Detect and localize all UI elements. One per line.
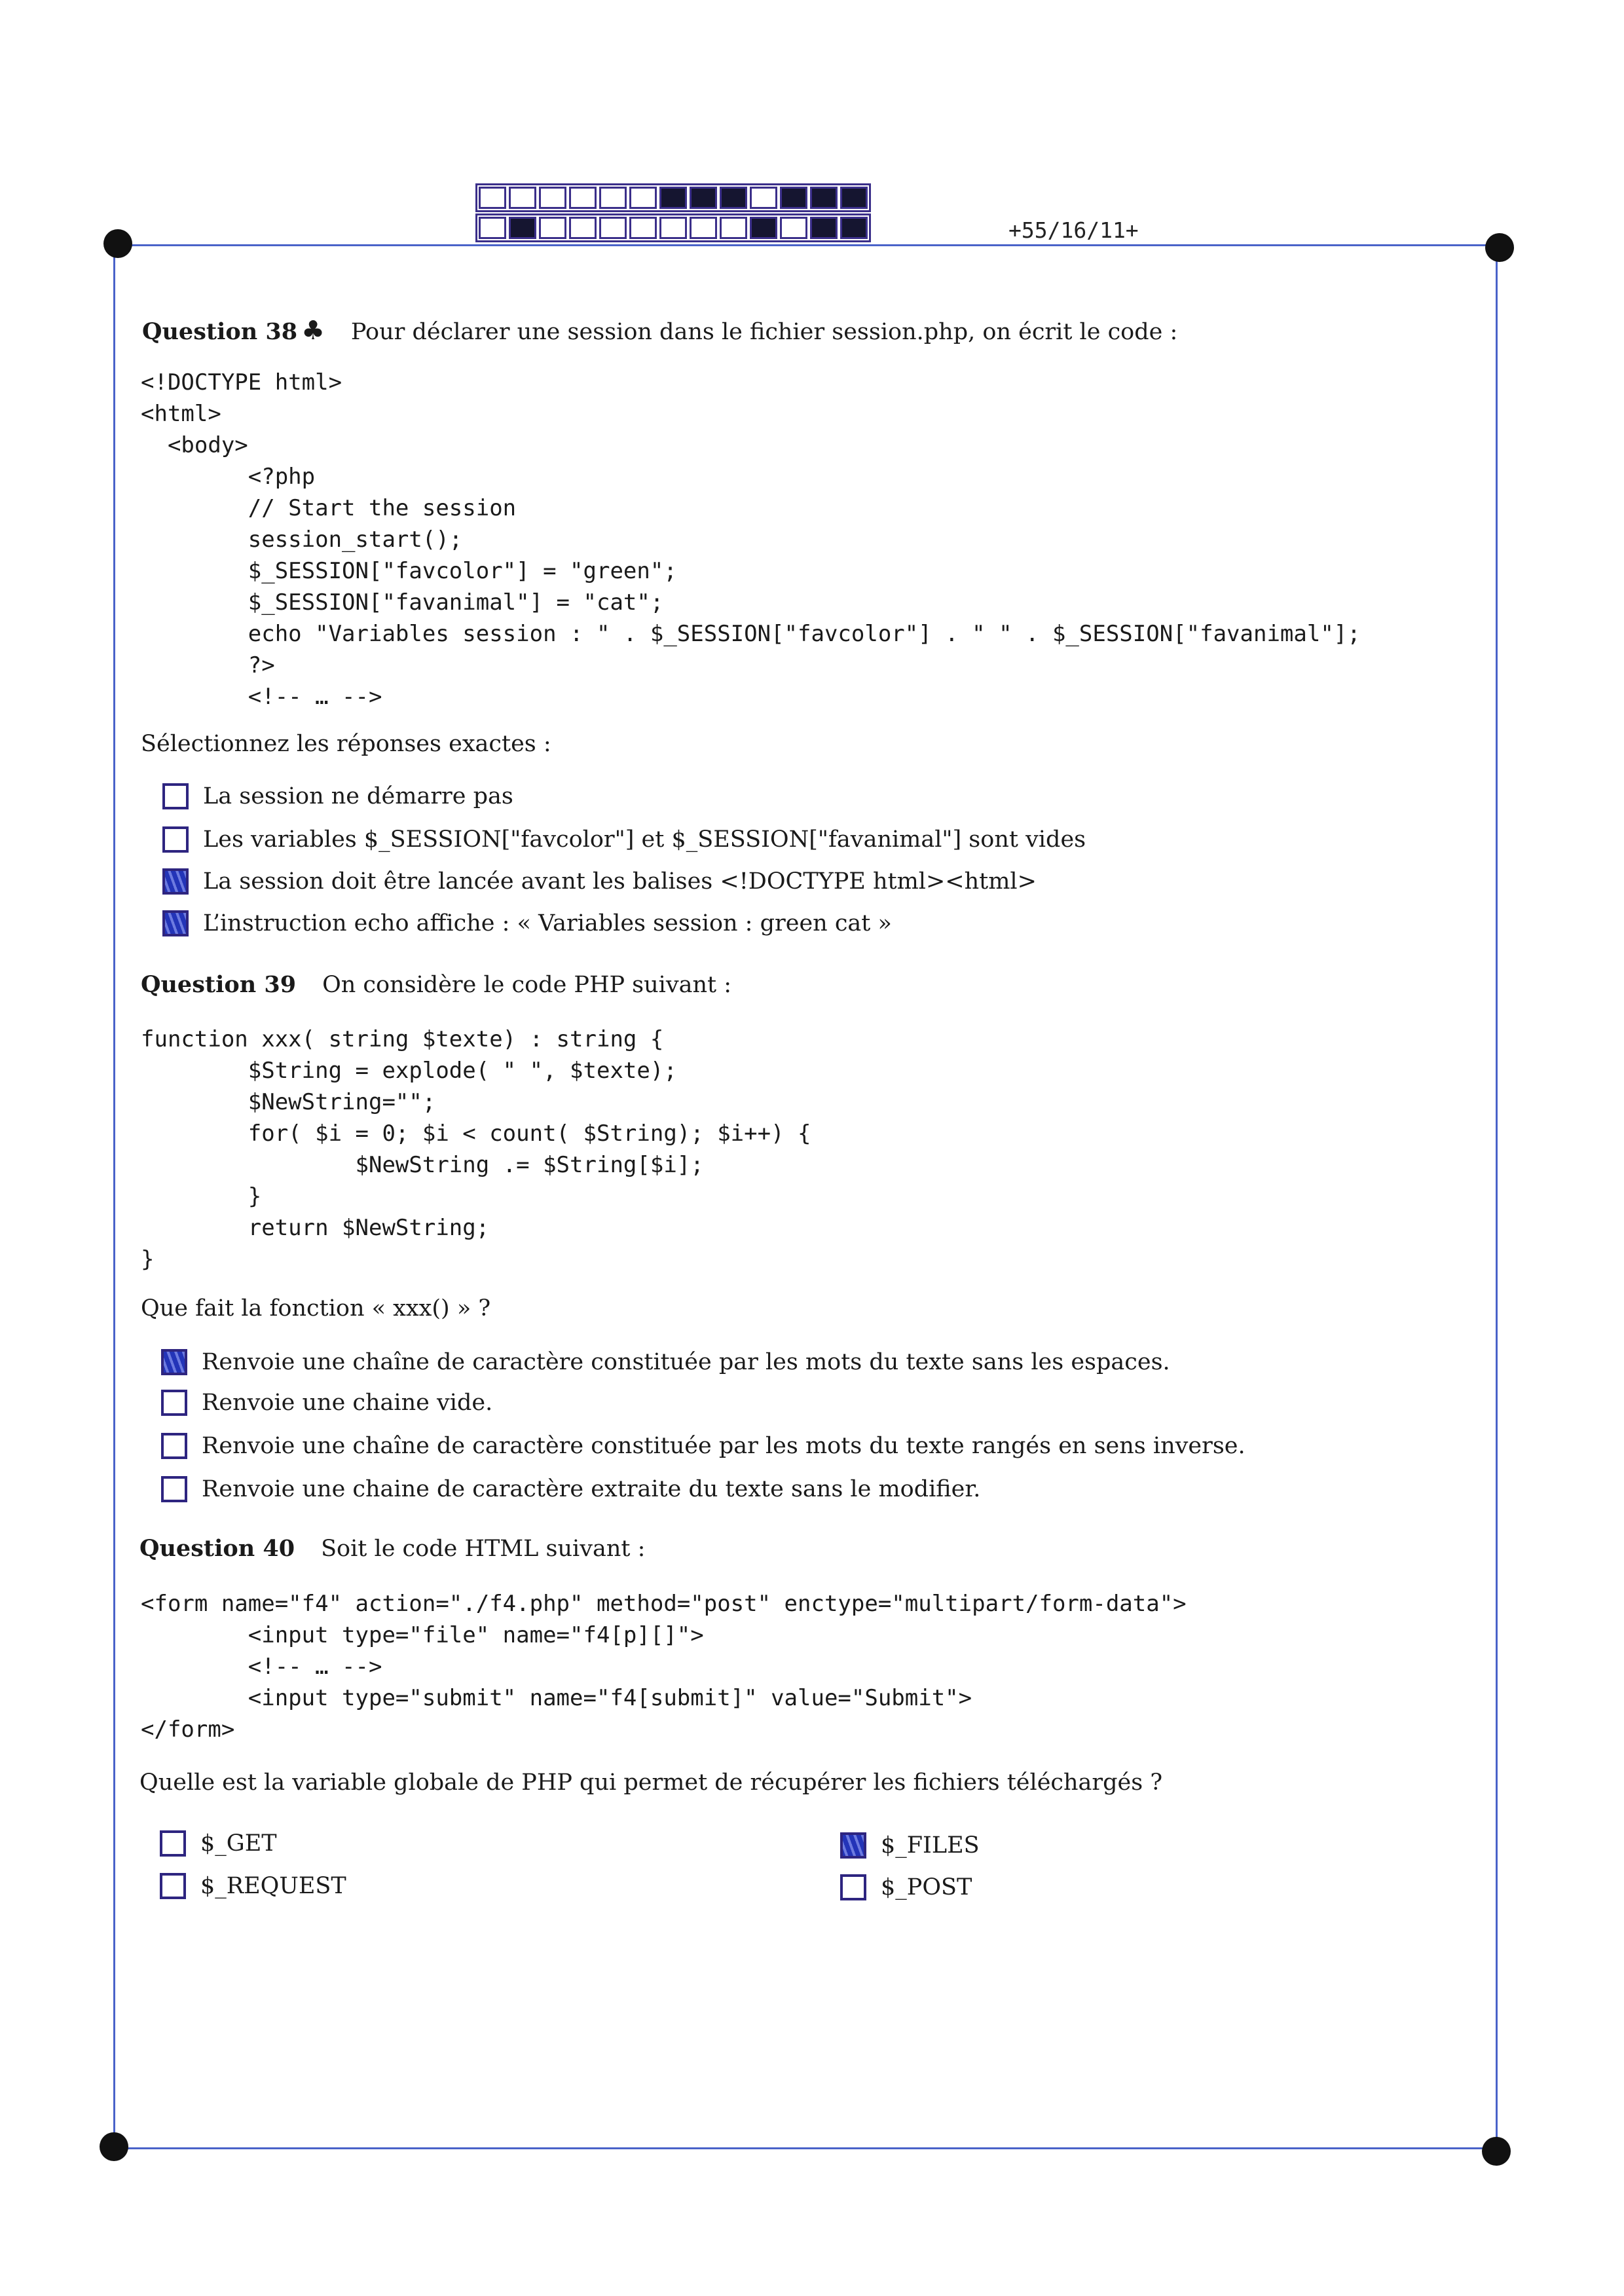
answer-choice[interactable] xyxy=(161,1476,980,1502)
answer-label: Les variables $_SESSION["favcolor"] et $_SESSION["favanimal"] sont vides xyxy=(203,826,1086,853)
answer-label: $_POST xyxy=(881,1874,972,1900)
frame-right-line xyxy=(1496,246,1498,2148)
code-line: <input type="file" name="f4[p][]"> xyxy=(141,1622,704,1648)
answer-label: $_GET xyxy=(200,1830,277,1857)
code-line: </form> xyxy=(141,1716,235,1743)
barcode-cell xyxy=(750,187,777,209)
question-38-header xyxy=(142,316,1177,346)
answer-choice[interactable] xyxy=(840,1874,972,1900)
code-line: <!-- … --> xyxy=(141,1654,382,1680)
code-line: } xyxy=(141,1246,155,1272)
code-line: $String = explode( " ", $texte); xyxy=(141,1058,677,1084)
checkbox-icon[interactable] xyxy=(161,1349,187,1375)
question-40-number: Question 40 xyxy=(139,1535,295,1562)
code-line: session_start(); xyxy=(141,527,463,553)
answer-label: $_REQUEST xyxy=(200,1873,346,1899)
question-40-prompt: Quelle est la variable globale de PHP qui permet de récupérer les fichiers téléchargés ? xyxy=(139,1769,1163,1796)
barcode-cell xyxy=(509,187,536,209)
registration-mark-top-right xyxy=(1485,233,1514,262)
answer-choice[interactable] xyxy=(160,1830,277,1857)
barcode-cell xyxy=(539,187,566,209)
answer-label: $_FILES xyxy=(881,1832,980,1859)
barcode-cell xyxy=(629,187,657,209)
checkbox-icon[interactable] xyxy=(160,1873,186,1899)
question-38-prompt: Sélectionnez les réponses exactes : xyxy=(141,731,551,757)
code-line: <body> xyxy=(141,432,248,458)
barcode-cell xyxy=(810,217,838,239)
checkbox-icon[interactable] xyxy=(161,1390,187,1416)
checkbox-icon[interactable] xyxy=(840,1874,866,1900)
frame-left-line xyxy=(113,246,115,2148)
answer-label: Renvoie une chaine de caractère extraite du texte sans le modifier. xyxy=(202,1476,981,1502)
code-line: ?> xyxy=(141,652,275,678)
barcode-cell xyxy=(750,217,777,239)
question-39-prompt: Que fait la fonction « xxx() » ? xyxy=(141,1295,491,1322)
checkbox-icon[interactable] xyxy=(840,1832,866,1859)
question-38-text: Pour déclarer une session dans le fichier session.php, on écrit le code : xyxy=(350,319,1178,345)
barcode-cell xyxy=(509,217,536,239)
code-line: <!-- … --> xyxy=(141,684,382,710)
checkbox-icon[interactable] xyxy=(160,1830,186,1857)
code-line: $_SESSION["favanimal"] = "cat"; xyxy=(141,589,664,616)
barcode-cell xyxy=(780,217,807,239)
code-line: <!DOCTYPE html> xyxy=(141,369,342,396)
answer-choice[interactable] xyxy=(161,1433,1246,1459)
question-39-number: Question 39 xyxy=(141,971,297,998)
code-line: $NewString .= $String[$i]; xyxy=(141,1152,704,1178)
checkbox-icon[interactable] xyxy=(162,826,189,853)
barcode-cell xyxy=(810,187,838,209)
club-icon: ♣ xyxy=(301,316,325,346)
barcode-row-2 xyxy=(475,213,871,242)
registration-mark-top-left xyxy=(103,229,132,258)
frame-bottom-line xyxy=(113,2147,1495,2149)
barcode-cell xyxy=(690,187,717,209)
answer-choice[interactable] xyxy=(162,910,892,936)
code-line: $NewString=""; xyxy=(141,1089,436,1115)
code-line: echo "Variables session : " . $_SESSION["favcolor"] . " " . $_SESSION["favanimal"]; xyxy=(141,621,1361,647)
answer-label: Renvoie une chaîne de caractère constituée par les mots du texte rangés en sens inverse. xyxy=(202,1433,1246,1459)
barcode-cell xyxy=(840,187,868,209)
barcode-cell xyxy=(569,217,597,239)
barcode-cell xyxy=(690,217,717,239)
barcode-row-1 xyxy=(475,183,871,212)
answer-choice[interactable] xyxy=(162,783,513,809)
checkbox-icon[interactable] xyxy=(161,1476,187,1502)
question-39-header xyxy=(141,971,731,998)
code-line: $_SESSION["favcolor"] = "green"; xyxy=(141,558,677,584)
question-40-header xyxy=(139,1535,645,1562)
barcode-cell xyxy=(599,187,627,209)
barcode-cell xyxy=(539,217,566,239)
barcode-cell xyxy=(840,217,868,239)
answer-choice[interactable] xyxy=(162,826,1086,853)
frame-top-line xyxy=(121,244,1497,246)
question-39-text: On considère le code PHP suivant : xyxy=(322,972,732,998)
question-40-text: Soit le code HTML suivant : xyxy=(321,1536,646,1562)
barcode-cell xyxy=(659,187,687,209)
checkbox-icon[interactable] xyxy=(162,783,189,809)
question-40-code xyxy=(141,1588,1187,1745)
registration-mark-bottom-left xyxy=(100,2132,128,2161)
code-line: // Start the session xyxy=(141,495,517,521)
barcode-cell xyxy=(569,187,597,209)
checkbox-icon[interactable] xyxy=(162,868,189,895)
code-line: function xxx( string $texte) : string { xyxy=(141,1026,664,1052)
answer-label: La session ne démarre pas xyxy=(203,783,513,809)
barcode-cell xyxy=(479,187,506,209)
answer-choice[interactable] xyxy=(161,1390,492,1416)
answer-choice[interactable] xyxy=(160,1873,346,1899)
code-line: <form name="f4" action="./f4.php" method="post" enctype="multipart/form-data"> xyxy=(141,1591,1187,1617)
answer-label: L’instruction echo affiche : « Variables session : green cat » xyxy=(203,910,892,936)
barcode-cell xyxy=(720,187,747,209)
answer-label: Renvoie une chaine vide. xyxy=(202,1390,493,1416)
barcode-cell xyxy=(780,187,807,209)
code-line: for( $i = 0; $i < count( $String); $i++) { xyxy=(141,1120,811,1147)
question-38-number: Question 38 xyxy=(142,318,298,345)
code-line: <input type="submit" name="f4[submit]" value="Submit"> xyxy=(141,1685,972,1711)
answer-label: Renvoie une chaîne de caractère constituée par les mots du texte sans les espaces. xyxy=(202,1349,1170,1375)
barcode-cell xyxy=(659,217,687,239)
code-line: } xyxy=(141,1183,262,1210)
exam-code: +55/16/11+ xyxy=(1008,217,1139,243)
checkbox-icon[interactable] xyxy=(162,910,189,936)
answer-choice[interactable] xyxy=(840,1832,980,1859)
registration-mark-bottom-right xyxy=(1482,2137,1511,2166)
code-line: <?php xyxy=(141,464,316,490)
answer-label: La session doit être lancée avant les balises <!DOCTYPE html><html> xyxy=(203,868,1037,895)
answer-choice[interactable] xyxy=(162,868,1037,895)
answer-choice[interactable] xyxy=(161,1349,1170,1375)
barcode-cell xyxy=(629,217,657,239)
question-38-code xyxy=(141,367,1361,713)
barcode-cell xyxy=(599,217,627,239)
barcode-cell xyxy=(479,217,506,239)
question-39-code xyxy=(141,1024,811,1275)
code-line: return $NewString; xyxy=(141,1215,490,1241)
barcode-cell xyxy=(720,217,747,239)
code-line: <html> xyxy=(141,401,221,427)
checkbox-icon[interactable] xyxy=(161,1433,187,1459)
